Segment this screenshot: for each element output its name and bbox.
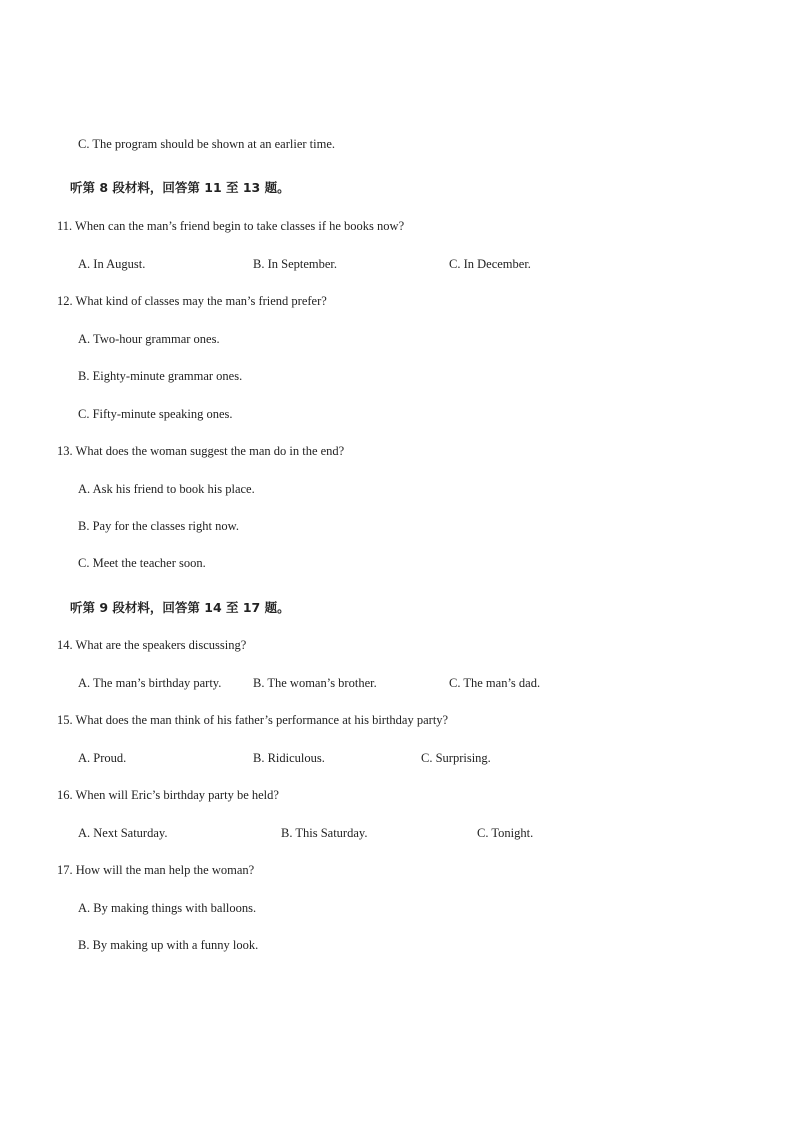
q17-option-a: A. By making things with balloons.: [78, 901, 257, 915]
q12-option-b: B. Eighty-minute grammar ones.: [78, 369, 243, 383]
q16-option-b: B. This Saturday.: [281, 826, 368, 840]
q15-option-a: A. Proud.: [78, 751, 127, 765]
q11-option-c: C. In December.: [449, 257, 531, 271]
q15-option-b: B. Ridiculous.: [253, 751, 325, 765]
q13-option-c: C. Meet the teacher soon.: [78, 556, 206, 570]
q14-option-a: A. The man’s birthday party.: [78, 676, 222, 690]
question-16: 16. When will Eric’s birthday party be held?: [57, 788, 279, 802]
q16-option-a: A. Next Saturday.: [78, 826, 168, 840]
q13-option-a: A. Ask his friend to book his place.: [78, 482, 255, 496]
option-c: C. The program should be shown at an earlier time.: [78, 137, 335, 151]
q16-option-c: C. Tonight.: [477, 826, 534, 840]
section-heading-8: 听第 8 段材料，回答第 11 至 13 题。: [70, 180, 290, 195]
q15-option-c: C. Surprising.: [421, 751, 491, 765]
q11-option-a: A. In August.: [78, 257, 146, 271]
q14-option-c: C. The man’s dad.: [449, 676, 541, 690]
question-17: 17. How will the man help the woman?: [57, 863, 255, 877]
question-14: 14. What are the speakers discussing?: [57, 638, 247, 652]
q17-option-b: B. By making up with a funny look.: [78, 938, 259, 952]
section-heading-9: 听第 9 段材料，回答第 14 至 17 题。: [70, 600, 290, 615]
question-13: 13. What does the woman suggest the man do in the end?: [57, 444, 345, 458]
q12-option-c: C. Fifty-minute speaking ones.: [78, 407, 233, 421]
q14-option-b: B. The woman’s brother.: [253, 676, 377, 690]
q13-option-b: B. Pay for the classes right now.: [78, 519, 239, 533]
q12-option-a: A. Two-hour grammar ones.: [78, 332, 220, 346]
q11-option-b: B. In September.: [253, 257, 338, 271]
question-15: 15. What does the man think of his father’s performance at his birthday party?: [57, 713, 449, 727]
question-11: 11. When can the man’s friend begin to take classes if he books now?: [57, 219, 405, 233]
question-12: 12. What kind of classes may the man’s friend prefer?: [57, 294, 327, 308]
